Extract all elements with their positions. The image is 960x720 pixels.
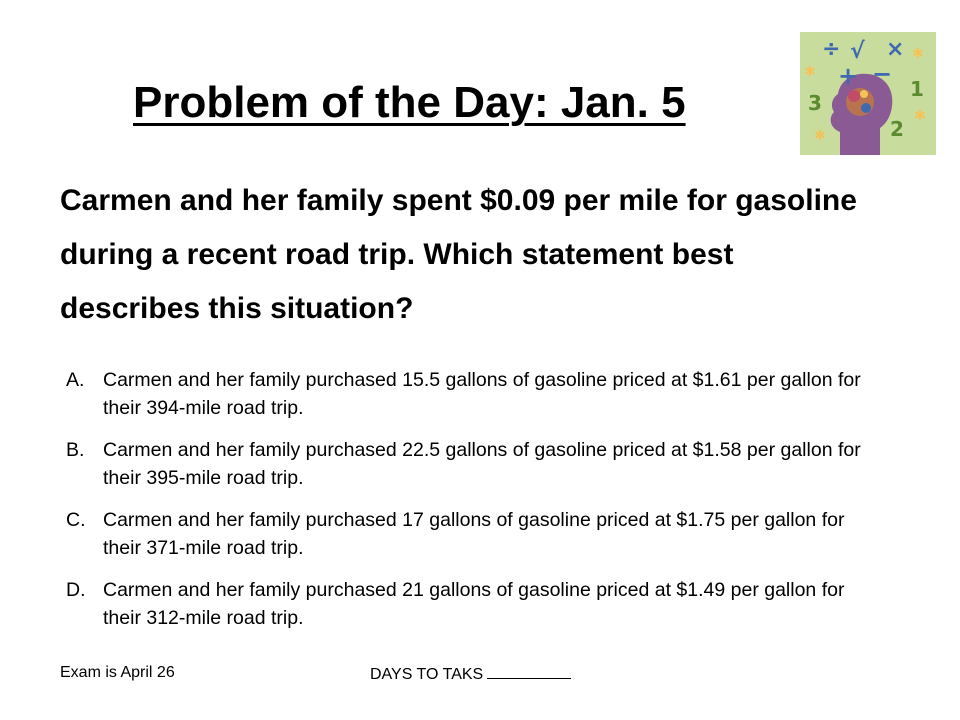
blank-line xyxy=(487,664,571,679)
footer-days-to-taks xyxy=(370,664,571,684)
choice-letter: D. xyxy=(66,579,86,601)
svg-text:√: √ xyxy=(850,39,865,64)
math-head-icon xyxy=(800,32,936,155)
choice-letter: B. xyxy=(66,439,85,461)
svg-text:1: 1 xyxy=(910,77,924,101)
choice-letter: A. xyxy=(66,369,85,391)
answer-choices xyxy=(66,366,876,646)
choice-c xyxy=(66,506,876,562)
svg-text:÷: ÷ xyxy=(822,37,841,62)
choice-letter: C. xyxy=(66,509,86,531)
question-text: Carmen and her family spent $0.09 per mile for gasoline during a recent road trip. Which statement best describes this situation? xyxy=(60,184,857,325)
choice-text: Carmen and her family purchased 22.5 gallons of gasoline priced at $1.58 per gallon for their 395-mile road trip. xyxy=(103,439,861,489)
choice-text: Carmen and her family purchased 21 gallons of gasoline priced at $1.49 per gallon for their 312-mile road trip. xyxy=(103,579,845,629)
svg-text:−: − xyxy=(872,60,893,88)
footer-exam-date: Exam is April 26 xyxy=(60,664,175,681)
svg-text:✱: ✱ xyxy=(914,108,926,124)
svg-text:✱: ✱ xyxy=(804,64,816,80)
page-title: Problem of the Day: Jan. 5 xyxy=(133,78,686,127)
svg-text:✱: ✱ xyxy=(912,46,924,62)
choice-text: Carmen and her family purchased 15.5 gallons of gasoline priced at $1.61 per gallon for their 394-mile road trip. xyxy=(103,369,861,419)
choice-b xyxy=(66,436,876,492)
footer-days-label: DAYS TO TAKS xyxy=(370,666,484,683)
svg-text:✱: ✱ xyxy=(814,128,826,144)
choice-a xyxy=(66,366,876,422)
choice-text: Carmen and her family purchased 17 gallons of gasoline priced at $1.75 per gallon for their 371-mile road trip. xyxy=(103,509,845,559)
svg-text:+: + xyxy=(838,62,859,90)
choice-d xyxy=(66,576,876,632)
svg-text:3: 3 xyxy=(808,91,822,115)
svg-text:2: 2 xyxy=(890,117,904,141)
svg-text:×: × xyxy=(886,37,905,62)
